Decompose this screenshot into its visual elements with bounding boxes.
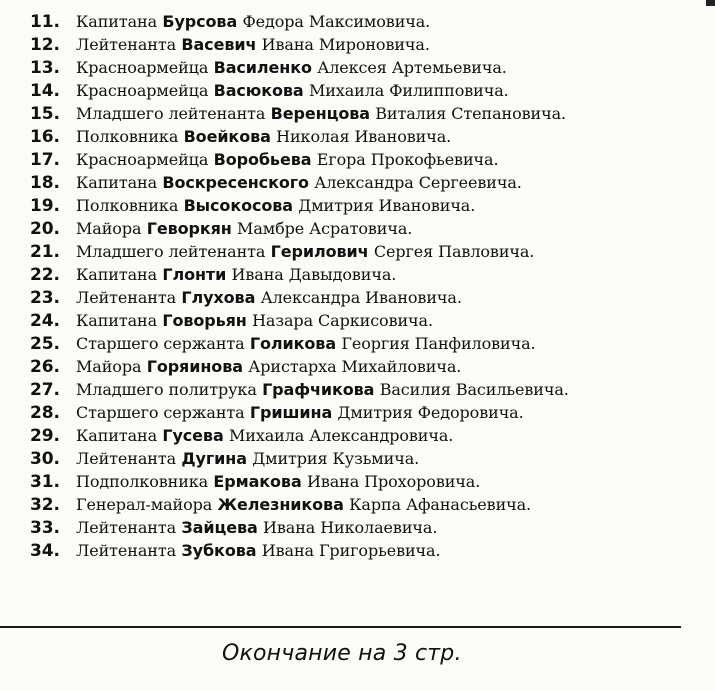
entry-number: 30. bbox=[30, 449, 60, 469]
entry-given-name: Георгия Панфиловича. bbox=[341, 334, 536, 353]
entry-number: 13. bbox=[30, 58, 60, 78]
entry-surname: Воейкова bbox=[183, 127, 271, 146]
list-item bbox=[30, 217, 710, 240]
list-item bbox=[30, 424, 710, 447]
entry-surname: Железникова bbox=[217, 495, 344, 514]
entry-surname: Геворкян bbox=[146, 219, 232, 238]
entry-surname: Голикова bbox=[249, 334, 337, 353]
entry-surname: Васюкова bbox=[213, 81, 304, 100]
entry-rank: Полковника bbox=[76, 127, 179, 146]
entry-number: 25. bbox=[30, 334, 60, 354]
entry-given-name: Егора Прокофьевича. bbox=[316, 150, 499, 169]
entry-rank: Младшего политрука bbox=[76, 380, 257, 399]
entry-given-name: Дмитрия Кузьмича. bbox=[252, 449, 420, 468]
entry-number: 21. bbox=[30, 242, 60, 262]
list-item bbox=[30, 79, 710, 102]
continuation-note: Окончание на 3 стр. bbox=[222, 641, 462, 666]
entry-rank: Капитана bbox=[76, 173, 158, 192]
entry-rank: Красноармейца bbox=[76, 81, 209, 100]
list-item bbox=[30, 401, 710, 424]
entry-given-name: Дмитрия Ивановича. bbox=[298, 196, 476, 215]
entry-given-name: Сергея Павловича. bbox=[373, 242, 535, 261]
list-item bbox=[30, 240, 710, 263]
entry-rank: Лейтенанта bbox=[76, 541, 177, 560]
entry-given-name: Алексея Артемьевича. bbox=[317, 58, 507, 77]
entry-given-name: Василия Васильевича. bbox=[379, 380, 569, 399]
entry-number: 12. bbox=[30, 35, 60, 55]
section-divider bbox=[0, 626, 681, 628]
list-item bbox=[30, 171, 710, 194]
entry-number: 18. bbox=[30, 173, 60, 193]
entry-number: 11. bbox=[30, 12, 60, 32]
entry-number: 27. bbox=[30, 380, 60, 400]
entry-rank: Лейтенанта bbox=[76, 518, 177, 537]
entry-surname: Горяинова bbox=[146, 357, 243, 376]
list-item bbox=[30, 56, 710, 79]
entry-surname: Ермакова bbox=[213, 472, 302, 491]
entry-surname: Воробьева bbox=[213, 150, 312, 169]
entry-surname: Гусева bbox=[162, 426, 224, 445]
entry-rank: Капитана bbox=[76, 265, 158, 284]
entry-surname: Глухова bbox=[181, 288, 256, 307]
entry-surname: Гришина bbox=[249, 403, 333, 422]
page-edge-mark bbox=[706, 0, 715, 6]
list-item bbox=[30, 470, 710, 493]
entry-number: 19. bbox=[30, 196, 60, 216]
entry-given-name: Ивана Прохоровича. bbox=[306, 472, 481, 491]
entry-rank: Капитана bbox=[76, 426, 158, 445]
entry-number: 34. bbox=[30, 541, 60, 561]
entry-number: 26. bbox=[30, 357, 60, 377]
entry-surname: Глонти bbox=[162, 265, 227, 284]
entry-rank: Красноармейца bbox=[76, 150, 209, 169]
entry-given-name: Михаила Александровича. bbox=[228, 426, 454, 445]
entry-given-name: Ивана Мироновича. bbox=[261, 35, 430, 54]
list-item bbox=[30, 148, 710, 171]
entry-given-name: Михаила Филипповича. bbox=[308, 81, 509, 100]
entry-surname: Бурсова bbox=[162, 12, 238, 31]
entry-surname: Василенко bbox=[213, 58, 312, 77]
entry-number: 22. bbox=[30, 265, 60, 285]
entry-number: 29. bbox=[30, 426, 60, 446]
entry-rank: Лейтенанта bbox=[76, 449, 177, 468]
entry-rank: Младшего лейтенанта bbox=[76, 242, 266, 261]
entry-rank: Полковника bbox=[76, 196, 179, 215]
entry-given-name: Ивана Давыдовича. bbox=[231, 265, 397, 284]
entry-number: 16. bbox=[30, 127, 60, 147]
list-item bbox=[30, 309, 710, 332]
entry-rank: Генерал-майора bbox=[76, 495, 213, 514]
entry-number: 33. bbox=[30, 518, 60, 538]
entry-rank: Майора bbox=[76, 357, 142, 376]
entry-given-name: Назара Саркисовича. bbox=[252, 311, 433, 330]
entry-given-name: Дмитрия Федоровича. bbox=[337, 403, 524, 422]
entry-rank: Лейтенанта bbox=[76, 288, 177, 307]
entry-given-name: Александра Ивановича. bbox=[260, 288, 462, 307]
entry-surname: Васевич bbox=[181, 35, 257, 54]
entry-given-name: Ивана Григорьевича. bbox=[261, 541, 441, 560]
list-item bbox=[30, 493, 710, 516]
entry-number: 17. bbox=[30, 150, 60, 170]
entry-rank: Майора bbox=[76, 219, 142, 238]
list-item bbox=[30, 355, 710, 378]
entry-surname: Дугина bbox=[181, 449, 247, 468]
entry-rank: Капитана bbox=[76, 311, 158, 330]
entry-rank: Старшего сержанта bbox=[76, 403, 245, 422]
entry-given-name: Ивана Николаевича. bbox=[263, 518, 438, 537]
entry-given-name: Мамбре Асратовича. bbox=[237, 219, 413, 238]
entry-surname: Говорьян bbox=[162, 311, 247, 330]
entry-number: 15. bbox=[30, 104, 60, 124]
list-item bbox=[30, 125, 710, 148]
list-item bbox=[30, 378, 710, 401]
list-item bbox=[30, 10, 710, 33]
list-item bbox=[30, 263, 710, 286]
entry-surname: Высокосова bbox=[183, 196, 293, 215]
entry-rank: Младшего лейтенанта bbox=[76, 104, 266, 123]
entry-number: 23. bbox=[30, 288, 60, 308]
entry-rank: Подполковника bbox=[76, 472, 209, 491]
entry-given-name: Александра Сергеевича. bbox=[314, 173, 522, 192]
entry-number: 14. bbox=[30, 81, 60, 101]
list-item bbox=[30, 332, 710, 355]
entry-given-name: Виталия Степановича. bbox=[375, 104, 567, 123]
entry-given-name: Аристарха Михайловича. bbox=[248, 357, 462, 376]
entry-surname: Графчикова bbox=[262, 380, 375, 399]
list-item bbox=[30, 33, 710, 56]
list-item bbox=[30, 516, 710, 539]
entry-number: 31. bbox=[30, 472, 60, 492]
entry-number: 20. bbox=[30, 219, 60, 239]
entry-surname: Веренцова bbox=[270, 104, 370, 123]
award-list bbox=[30, 10, 710, 562]
entry-surname: Герилович bbox=[270, 242, 369, 261]
entry-rank: Капитана bbox=[76, 12, 158, 31]
entry-surname: Воскресенского bbox=[162, 173, 309, 192]
entry-number: 32. bbox=[30, 495, 60, 515]
entry-given-name: Карпа Афанасьевича. bbox=[349, 495, 532, 514]
list-item bbox=[30, 286, 710, 309]
list-item bbox=[30, 539, 710, 562]
entry-surname: Зубкова bbox=[181, 541, 257, 560]
list-item bbox=[30, 447, 710, 470]
entry-rank: Красноармейца bbox=[76, 58, 209, 77]
list-item bbox=[30, 102, 710, 125]
entry-number: 28. bbox=[30, 403, 60, 423]
list-item bbox=[30, 194, 710, 217]
entry-given-name: Федора Максимовича. bbox=[242, 12, 431, 31]
entry-given-name: Николая Ивановича. bbox=[276, 127, 452, 146]
entry-number: 24. bbox=[30, 311, 60, 331]
entry-rank: Старшего сержанта bbox=[76, 334, 245, 353]
entry-surname: Зайцева bbox=[181, 518, 258, 537]
entry-rank: Лейтенанта bbox=[76, 35, 177, 54]
